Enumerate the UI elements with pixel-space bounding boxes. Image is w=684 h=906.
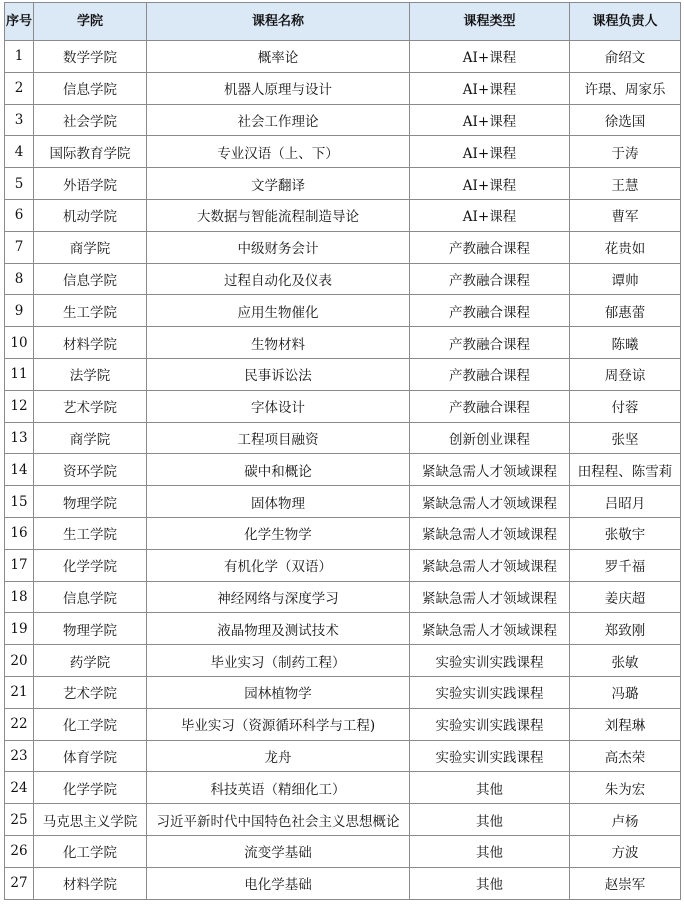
cell-type: 其他 xyxy=(410,804,570,836)
cell-num: 5 xyxy=(5,168,34,200)
cell-type: 实验实训实践课程 xyxy=(410,676,570,708)
cell-type: 产教融合课程 xyxy=(410,231,570,263)
cell-num: 21 xyxy=(5,676,34,708)
cell-college: 材料学院 xyxy=(34,327,147,359)
cell-type: 实验实训实践课程 xyxy=(410,740,570,772)
cell-college: 艺术学院 xyxy=(34,676,147,708)
table-row xyxy=(5,486,681,518)
cell-num: 18 xyxy=(5,581,34,613)
table-row xyxy=(5,104,681,136)
table-row xyxy=(5,613,681,645)
cell-college: 国际教育学院 xyxy=(34,136,147,168)
cell-leader: 朱为宏 xyxy=(570,772,681,804)
cell-num: 19 xyxy=(5,613,34,645)
cell-course: 液晶物理及测试技术 xyxy=(147,613,410,645)
cell-course: 电化学基础 xyxy=(147,867,410,899)
cell-course: 概率论 xyxy=(147,41,410,73)
cell-leader: 刘程琳 xyxy=(570,708,681,740)
header-type: 课程类型 xyxy=(410,3,570,41)
table-row xyxy=(5,517,681,549)
cell-course: 固体物理 xyxy=(147,486,410,518)
cell-college: 体育学院 xyxy=(34,740,147,772)
table-row xyxy=(5,199,681,231)
cell-leader: 俞绍文 xyxy=(570,41,681,73)
cell-num: 11 xyxy=(5,358,34,390)
cell-num: 23 xyxy=(5,740,34,772)
cell-leader: 卢杨 xyxy=(570,804,681,836)
cell-college: 信息学院 xyxy=(34,72,147,104)
table-row xyxy=(5,72,681,104)
cell-type: 其他 xyxy=(410,835,570,867)
header-course: 课程名称 xyxy=(147,3,410,41)
cell-course: 民事诉讼法 xyxy=(147,358,410,390)
table-row xyxy=(5,231,681,263)
table-row xyxy=(5,772,681,804)
cell-leader: 张坚 xyxy=(570,422,681,454)
table-row xyxy=(5,358,681,390)
cell-leader: 冯璐 xyxy=(570,676,681,708)
table-row xyxy=(5,327,681,359)
cell-leader: 姜庆超 xyxy=(570,581,681,613)
cell-leader: 许璟、周家乐 xyxy=(570,72,681,104)
cell-type: 紧缺急需人才领域课程 xyxy=(410,581,570,613)
cell-leader: 付蓉 xyxy=(570,390,681,422)
cell-college: 药学院 xyxy=(34,645,147,677)
cell-type: 紧缺急需人才领域课程 xyxy=(410,549,570,581)
cell-college: 物理学院 xyxy=(34,613,147,645)
cell-course: 生物材料 xyxy=(147,327,410,359)
cell-type: 其他 xyxy=(410,867,570,899)
header-row xyxy=(5,3,681,41)
cell-college: 材料学院 xyxy=(34,867,147,899)
table-row xyxy=(5,295,681,327)
cell-course: 文学翻译 xyxy=(147,168,410,200)
cell-num: 16 xyxy=(5,517,34,549)
cell-num: 26 xyxy=(5,835,34,867)
cell-leader: 谭帅 xyxy=(570,263,681,295)
cell-leader: 于涛 xyxy=(570,136,681,168)
cell-college: 商学院 xyxy=(34,422,147,454)
cell-type: AI+课程 xyxy=(410,199,570,231)
cell-college: 法学院 xyxy=(34,358,147,390)
cell-course: 机器人原理与设计 xyxy=(147,72,410,104)
table-row xyxy=(5,168,681,200)
cell-leader: 曹军 xyxy=(570,199,681,231)
cell-type: 紧缺急需人才领域课程 xyxy=(410,517,570,549)
cell-leader: 罗千福 xyxy=(570,549,681,581)
cell-num: 3 xyxy=(5,104,34,136)
cell-course: 应用生物催化 xyxy=(147,295,410,327)
cell-leader: 田程程、陈雪莉 xyxy=(570,454,681,486)
header-college: 学院 xyxy=(34,3,147,41)
cell-college: 化学学院 xyxy=(34,549,147,581)
cell-type: 实验实训实践课程 xyxy=(410,645,570,677)
table-row xyxy=(5,804,681,836)
cell-college: 信息学院 xyxy=(34,581,147,613)
cell-num: 9 xyxy=(5,295,34,327)
cell-college: 马克思主义学院 xyxy=(34,804,147,836)
cell-college: 商学院 xyxy=(34,231,147,263)
cell-leader: 高杰荣 xyxy=(570,740,681,772)
cell-course: 专业汉语（上、下） xyxy=(147,136,410,168)
cell-leader: 花贵如 xyxy=(570,231,681,263)
table-row xyxy=(5,390,681,422)
table-header xyxy=(5,3,681,41)
cell-course: 社会工作理论 xyxy=(147,104,410,136)
cell-num: 7 xyxy=(5,231,34,263)
cell-course: 字体设计 xyxy=(147,390,410,422)
table-row xyxy=(5,454,681,486)
cell-course: 流变学基础 xyxy=(147,835,410,867)
table-row xyxy=(5,835,681,867)
cell-college: 资环学院 xyxy=(34,454,147,486)
table-body xyxy=(5,41,681,900)
cell-type: 产教融合课程 xyxy=(410,358,570,390)
table-row xyxy=(5,581,681,613)
cell-course: 毕业实习（制药工程） xyxy=(147,645,410,677)
cell-num: 10 xyxy=(5,327,34,359)
cell-course: 神经网络与深度学习 xyxy=(147,581,410,613)
cell-num: 2 xyxy=(5,72,34,104)
cell-num: 12 xyxy=(5,390,34,422)
cell-course: 园林植物学 xyxy=(147,676,410,708)
cell-course: 工程项目融资 xyxy=(147,422,410,454)
cell-course: 大数据与智能流程制造导论 xyxy=(147,199,410,231)
table-row xyxy=(5,263,681,295)
cell-type: 实验实训实践课程 xyxy=(410,708,570,740)
cell-type: AI+课程 xyxy=(410,72,570,104)
cell-course: 过程自动化及仪表 xyxy=(147,263,410,295)
cell-college: 化工学院 xyxy=(34,835,147,867)
cell-type: 产教融合课程 xyxy=(410,327,570,359)
cell-leader: 郁惠蕾 xyxy=(570,295,681,327)
cell-college: 化工学院 xyxy=(34,708,147,740)
cell-type: 产教融合课程 xyxy=(410,263,570,295)
cell-college: 物理学院 xyxy=(34,486,147,518)
cell-type: AI+课程 xyxy=(410,41,570,73)
cell-leader: 郑致刚 xyxy=(570,613,681,645)
cell-num: 22 xyxy=(5,708,34,740)
cell-college: 机动学院 xyxy=(34,199,147,231)
cell-college: 艺术学院 xyxy=(34,390,147,422)
cell-num: 20 xyxy=(5,645,34,677)
table-row xyxy=(5,41,681,73)
cell-college: 数学学院 xyxy=(34,41,147,73)
cell-num: 25 xyxy=(5,804,34,836)
cell-num: 14 xyxy=(5,454,34,486)
cell-num: 17 xyxy=(5,549,34,581)
cell-leader: 赵崇军 xyxy=(570,867,681,899)
header-leader: 课程负责人 xyxy=(570,3,681,41)
cell-leader: 徐选国 xyxy=(570,104,681,136)
cell-num: 24 xyxy=(5,772,34,804)
cell-leader: 陈曦 xyxy=(570,327,681,359)
cell-course: 龙舟 xyxy=(147,740,410,772)
table-row xyxy=(5,422,681,454)
table-row xyxy=(5,645,681,677)
cell-course: 毕业实习（资源循环科学与工程) xyxy=(147,708,410,740)
table-row xyxy=(5,867,681,899)
cell-leader: 方波 xyxy=(570,835,681,867)
cell-leader: 吕昭月 xyxy=(570,486,681,518)
cell-num: 1 xyxy=(5,41,34,73)
cell-type: 产教融合课程 xyxy=(410,295,570,327)
table-row xyxy=(5,676,681,708)
cell-course: 习近平新时代中国特色社会主义思想概论 xyxy=(147,804,410,836)
cell-num: 6 xyxy=(5,199,34,231)
cell-course: 碳中和概论 xyxy=(147,454,410,486)
cell-leader: 张敏 xyxy=(570,645,681,677)
cell-course: 有机化学（双语） xyxy=(147,549,410,581)
cell-type: 紧缺急需人才领域课程 xyxy=(410,486,570,518)
cell-college: 生工学院 xyxy=(34,517,147,549)
table-row xyxy=(5,549,681,581)
cell-college: 生工学院 xyxy=(34,295,147,327)
table-row xyxy=(5,740,681,772)
cell-leader: 周登谅 xyxy=(570,358,681,390)
cell-type: AI+课程 xyxy=(410,104,570,136)
cell-type: 紧缺急需人才领域课程 xyxy=(410,454,570,486)
table-row xyxy=(5,708,681,740)
cell-type: AI+课程 xyxy=(410,136,570,168)
cell-college: 信息学院 xyxy=(34,263,147,295)
cell-leader: 张敬宇 xyxy=(570,517,681,549)
cell-num: 13 xyxy=(5,422,34,454)
cell-type: 紧缺急需人才领域课程 xyxy=(410,613,570,645)
cell-num: 4 xyxy=(5,136,34,168)
course-table xyxy=(4,2,681,900)
header-num: 序号 xyxy=(5,3,34,41)
cell-type: AI+课程 xyxy=(410,168,570,200)
cell-type: 产教融合课程 xyxy=(410,390,570,422)
cell-leader: 王慧 xyxy=(570,168,681,200)
cell-type: 其他 xyxy=(410,772,570,804)
cell-course: 科技英语（精细化工） xyxy=(147,772,410,804)
cell-college: 外语学院 xyxy=(34,168,147,200)
cell-college: 社会学院 xyxy=(34,104,147,136)
cell-course: 化学生物学 xyxy=(147,517,410,549)
cell-type: 创新创业课程 xyxy=(410,422,570,454)
table-row xyxy=(5,136,681,168)
cell-num: 27 xyxy=(5,867,34,899)
cell-course: 中级财务会计 xyxy=(147,231,410,263)
cell-num: 15 xyxy=(5,486,34,518)
cell-num: 8 xyxy=(5,263,34,295)
cell-college: 化学学院 xyxy=(34,772,147,804)
